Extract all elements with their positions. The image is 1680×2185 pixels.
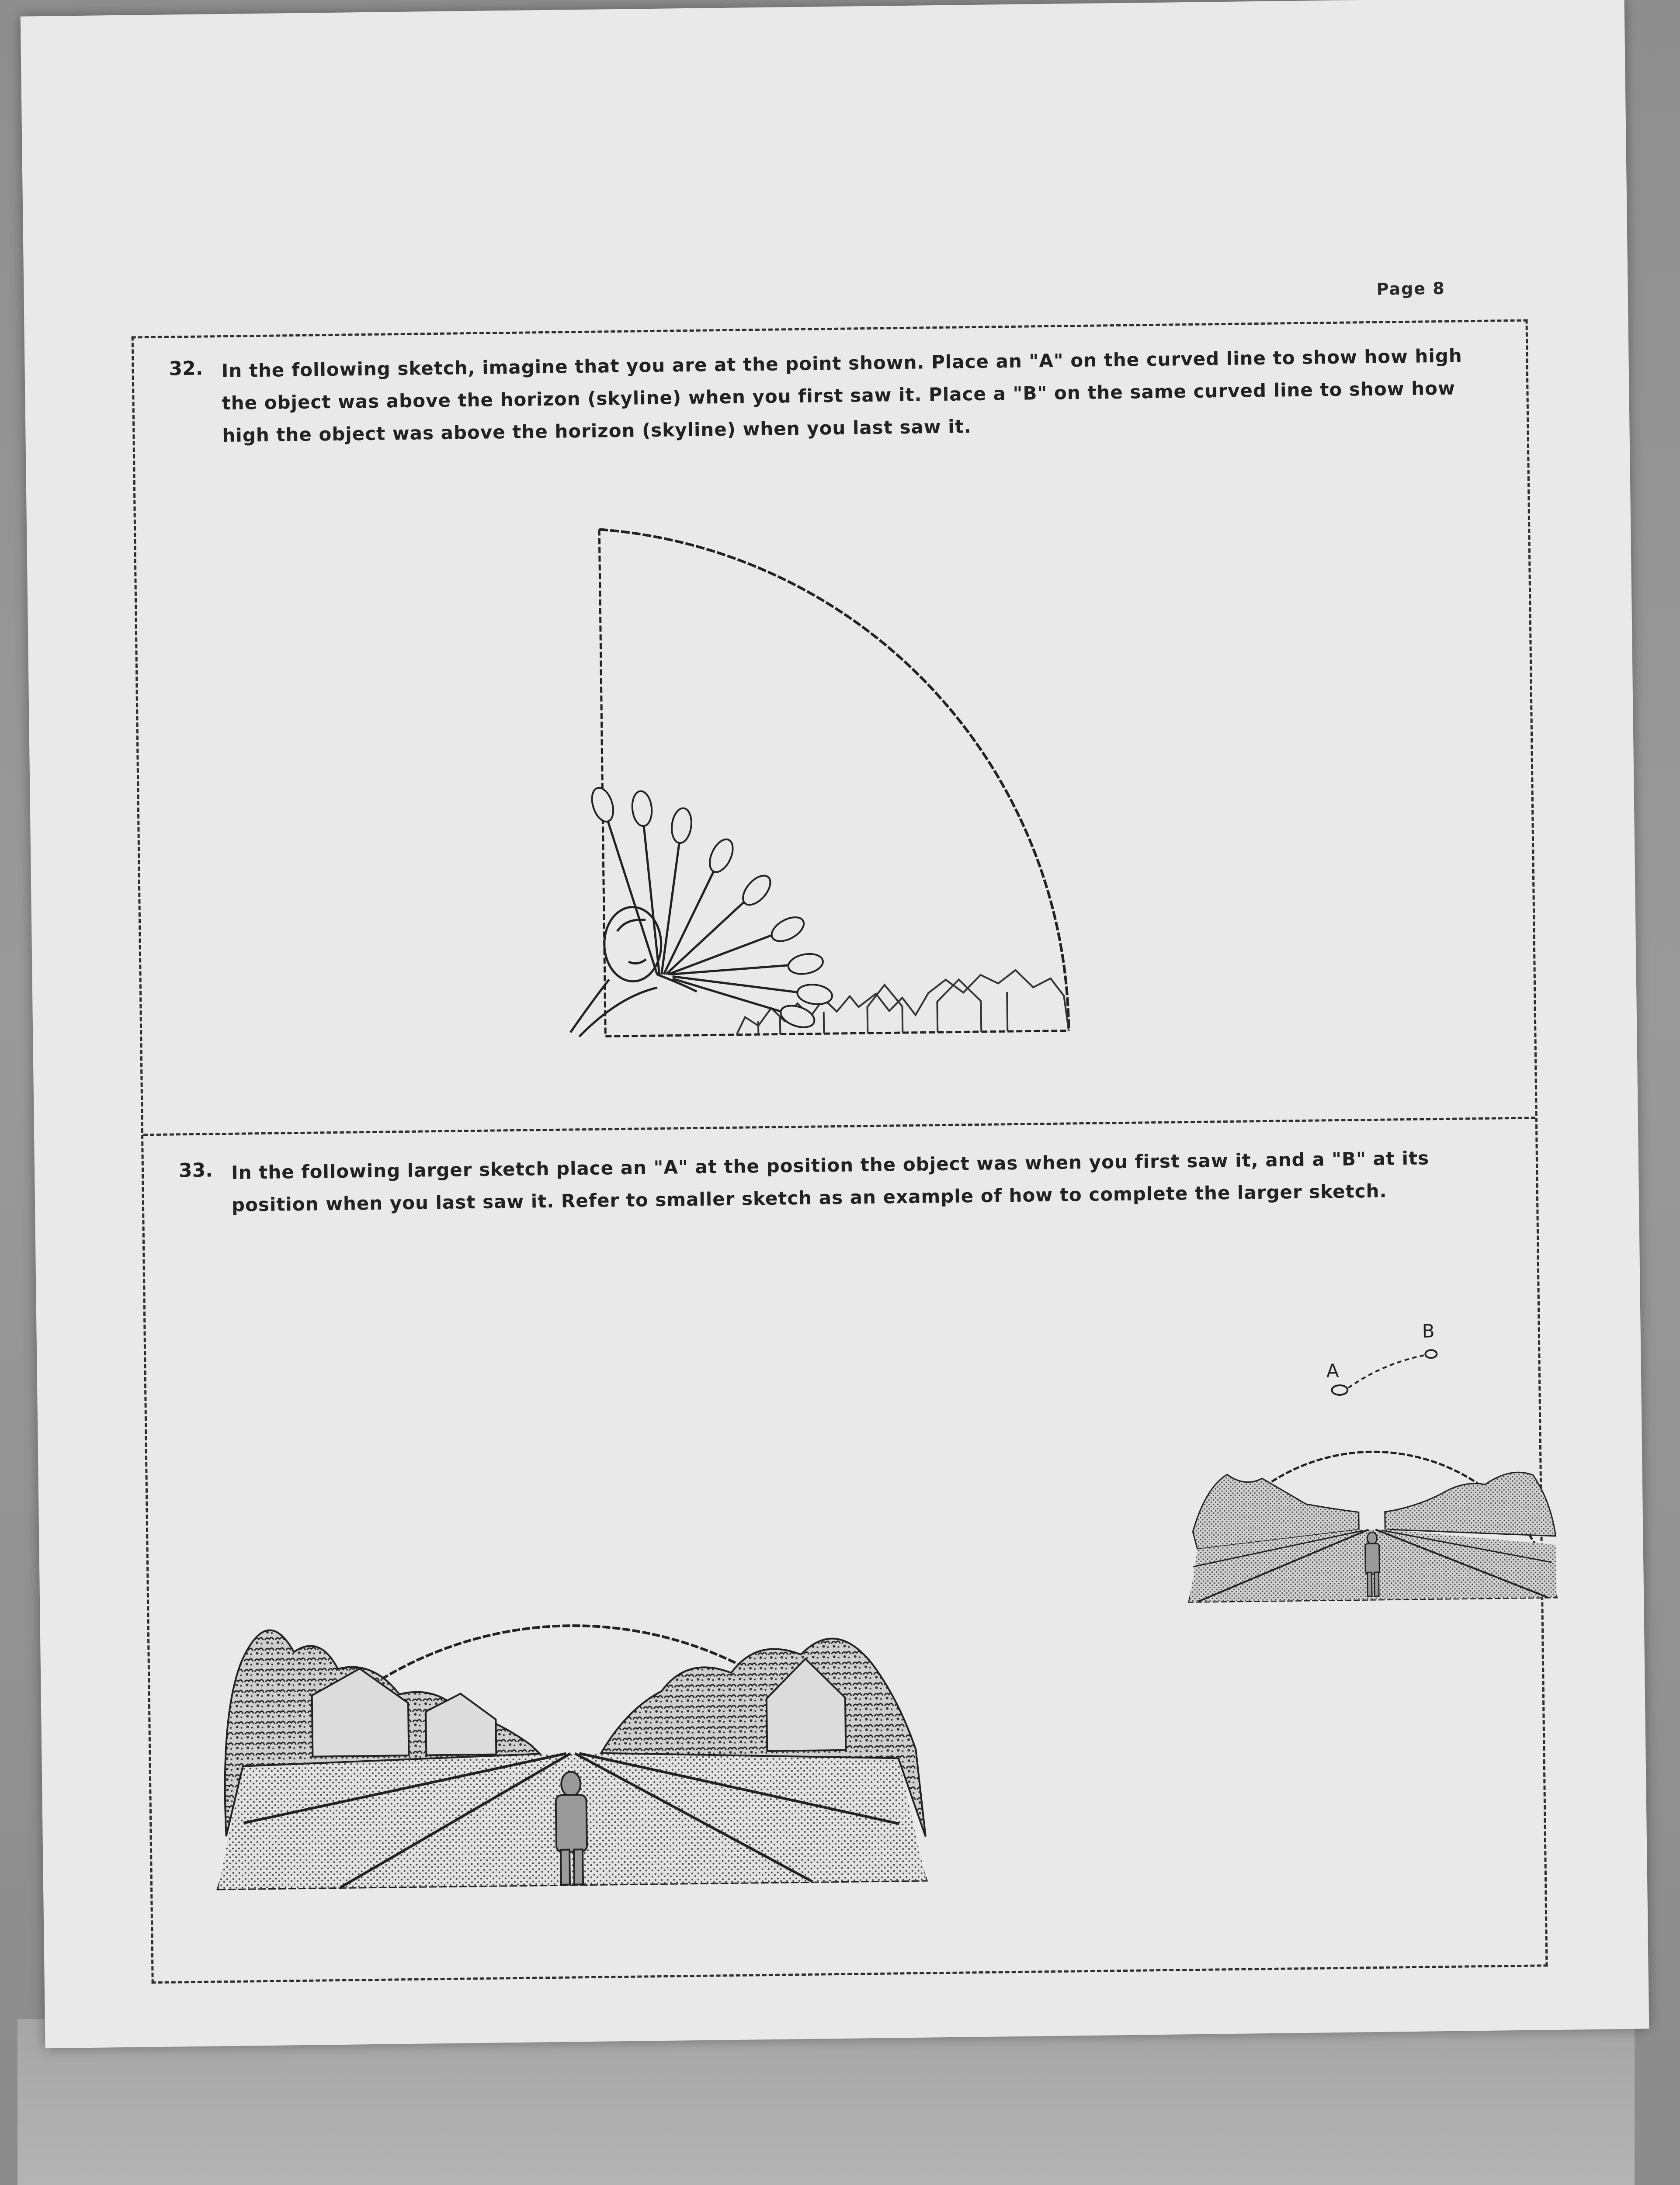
questions-frame [132,319,1548,1984]
page-number: Page 8 [1376,278,1445,299]
question-33-text: In the following larger sketch place an "A" at the position the object was when you first saw it, and a "B" at its position when you last saw it. Refer to smaller sketch as an example of how to complete the larger sketch. [231,1147,1430,1216]
example-street-scene-sketch-icon [1177,1300,1565,1611]
example-label-a: A [1326,1360,1339,1382]
example-label-b: B [1422,1320,1435,1342]
question-32-text: In the following sketch, imagine that you are at the point shown. Place an "A" on the curved line to show how high the object was above the horizon (skyline) when you first saw it. Place a "B" on the same curved line to show how high the object was above the horizon (skyline) when you last saw it. [221,345,1463,447]
question-divider [143,1117,1535,1136]
quarter-circle-elevation-sketch-icon [547,519,1100,1068]
questionnaire-page [21,0,1649,2048]
question-32-number: 32. [169,357,203,380]
street-scene-sky-dome-sketch-icon [176,1312,961,1898]
question-33-number: 33. [178,1159,213,1182]
